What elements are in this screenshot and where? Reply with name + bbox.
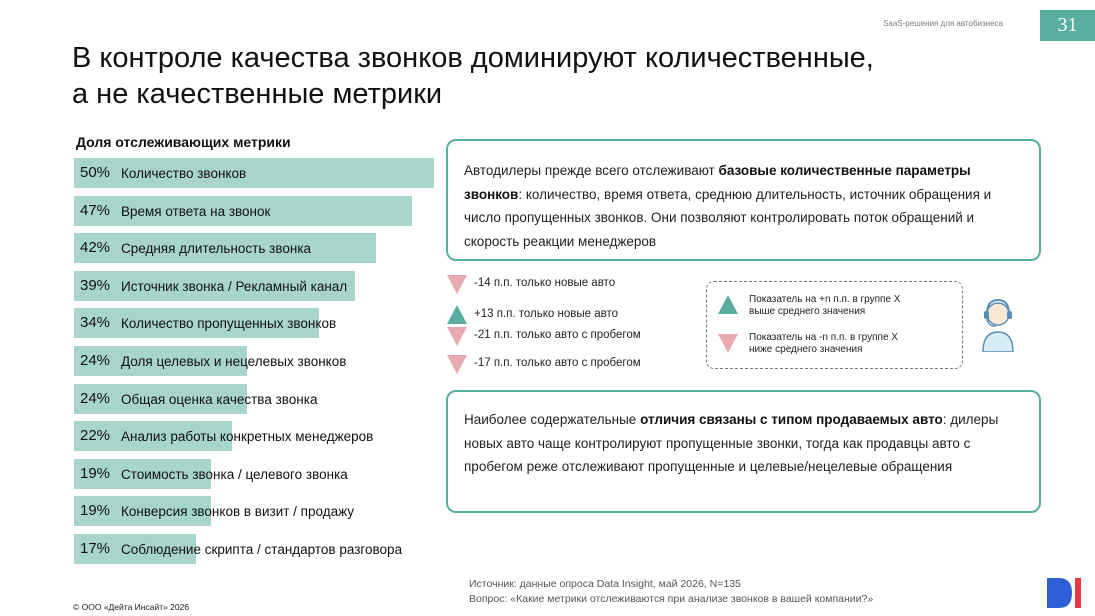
bar-category-label: Количество звонков [121,166,247,181]
legend-up-line-2: выше среднего значения [749,306,866,317]
insight-top-post: : количество, время ответа, среднюю длительность, источник обращения и число пропущенных звонков. Они позволяют контролировать поток обращений и скорость реакции менеджеров [464,186,992,249]
bar-value-label: 47% [80,201,111,219]
bar-row [74,308,454,338]
bar-category-label: Количество пропущенных звонков [121,316,337,332]
data-insight-logo [1046,577,1082,609]
bar-row [74,496,454,526]
bar-chart [74,158,454,568]
copyright: © ООО «Дейта Инсайт» 2026 [73,602,190,612]
bar-row [74,384,454,414]
bar-row [74,196,454,226]
chart-title: Доля отслеживающих метрики [76,134,291,150]
bar-row [74,346,454,376]
insight-bottom-text [464,408,1023,479]
group-notes [446,273,696,383]
insight-bottom-post: : дилеры новых авто чаще контролируют пропущенные звонки, тогда как продавцы авто с пробегом реже отслеживают пропущенные и целевые/нецелевые обращения [464,412,999,474]
bar-row [74,271,454,301]
bar-category-label: Доля целевых и нецелевых звонков [121,354,347,369]
insight-top-pre: Автодилеры прежде всего отслеживают [464,163,719,178]
legend-up-line-1: Показатель на +n п.п. в группе X [749,294,901,305]
bar-value-label: 22% [80,427,111,445]
question-line: Вопрос: «Какие метрики отслеживаются при анализе звонков в вашей компании?» [469,593,874,605]
bar-category-label: Время ответа на звонок [121,203,271,219]
bar-row [74,421,454,451]
triangle-down-icon [446,325,468,347]
bar-category-label: Источник звонка / Рекламный канал [121,278,348,294]
legend-box [706,281,963,369]
note-text: +13 п.п. только новые авто [474,308,618,320]
bar-value-label: 19% [80,502,111,520]
bar-category-label: Соблюдение скрипта / стандартов разговора [121,542,403,557]
bar-value-label: 19% [80,464,111,482]
triangle-down-icon [717,332,739,354]
note-text: -14 п.п. только новые авто [474,277,616,289]
note-text: -17 п.п. только авто с пробегом [474,357,641,369]
header-tag: SaaS-решения для автобизнеса [883,19,1003,28]
title-line-1: В контроле качества звонков доминируют количественные, [72,42,874,74]
legend-up-text [749,294,954,318]
bar-row [74,459,454,489]
bar-value-label: 39% [80,276,111,294]
page-title [72,40,1032,112]
bar-value-label: 24% [80,352,111,369]
bar-category-label: Общая оценка качества звонка [121,391,318,407]
bar-row [74,534,454,564]
source-note [469,577,873,607]
triangle-down-icon [446,353,468,375]
bar-row [74,158,454,188]
insight-box-bottom [446,390,1041,513]
insight-bottom-bold: отличия связаны с типом продаваемых авто [640,412,943,427]
insight-top-bold: базовые количественные параметры звонков [464,163,971,202]
legend-down-line-2: ниже среднего значения [749,344,863,355]
note-text: -21 п.п. только авто с пробегом [474,329,641,341]
page-number: 31 [1040,10,1095,41]
triangle-up-icon [717,294,739,316]
bar-value-label: 42% [80,239,111,257]
triangle-down-icon [446,273,468,295]
insight-box-top [446,139,1041,261]
insight-top-text [464,159,1023,253]
legend-down-line-1: Показатель на -n п.п. в группе X [749,332,898,343]
bar-category-label: Средняя длительность звонка [121,241,312,257]
bar-category-label: Стоимость звонка / целевого звонка [121,466,348,482]
bar-value-label: 17% [80,540,111,557]
bar-category-label: Анализ работы конкретных менеджеров [121,429,374,445]
bar-category-label: Конверсия звонков в визит / продажу [121,504,355,520]
insight-bottom-pre: Наиболее содержательные [464,412,641,427]
title-line-2: а не качественные метрики [72,78,443,110]
source-line: Источник: данные опроса Data Insight, май 2026, N=135 [469,578,741,590]
triangle-up-icon [446,304,468,326]
bar-value-label: 50% [80,164,111,181]
bar-value-label: 24% [80,389,111,407]
legend-down-text [749,332,954,356]
bar-row [74,233,454,263]
bar-value-label: 34% [80,314,111,332]
call-operator-icon [977,294,1019,352]
